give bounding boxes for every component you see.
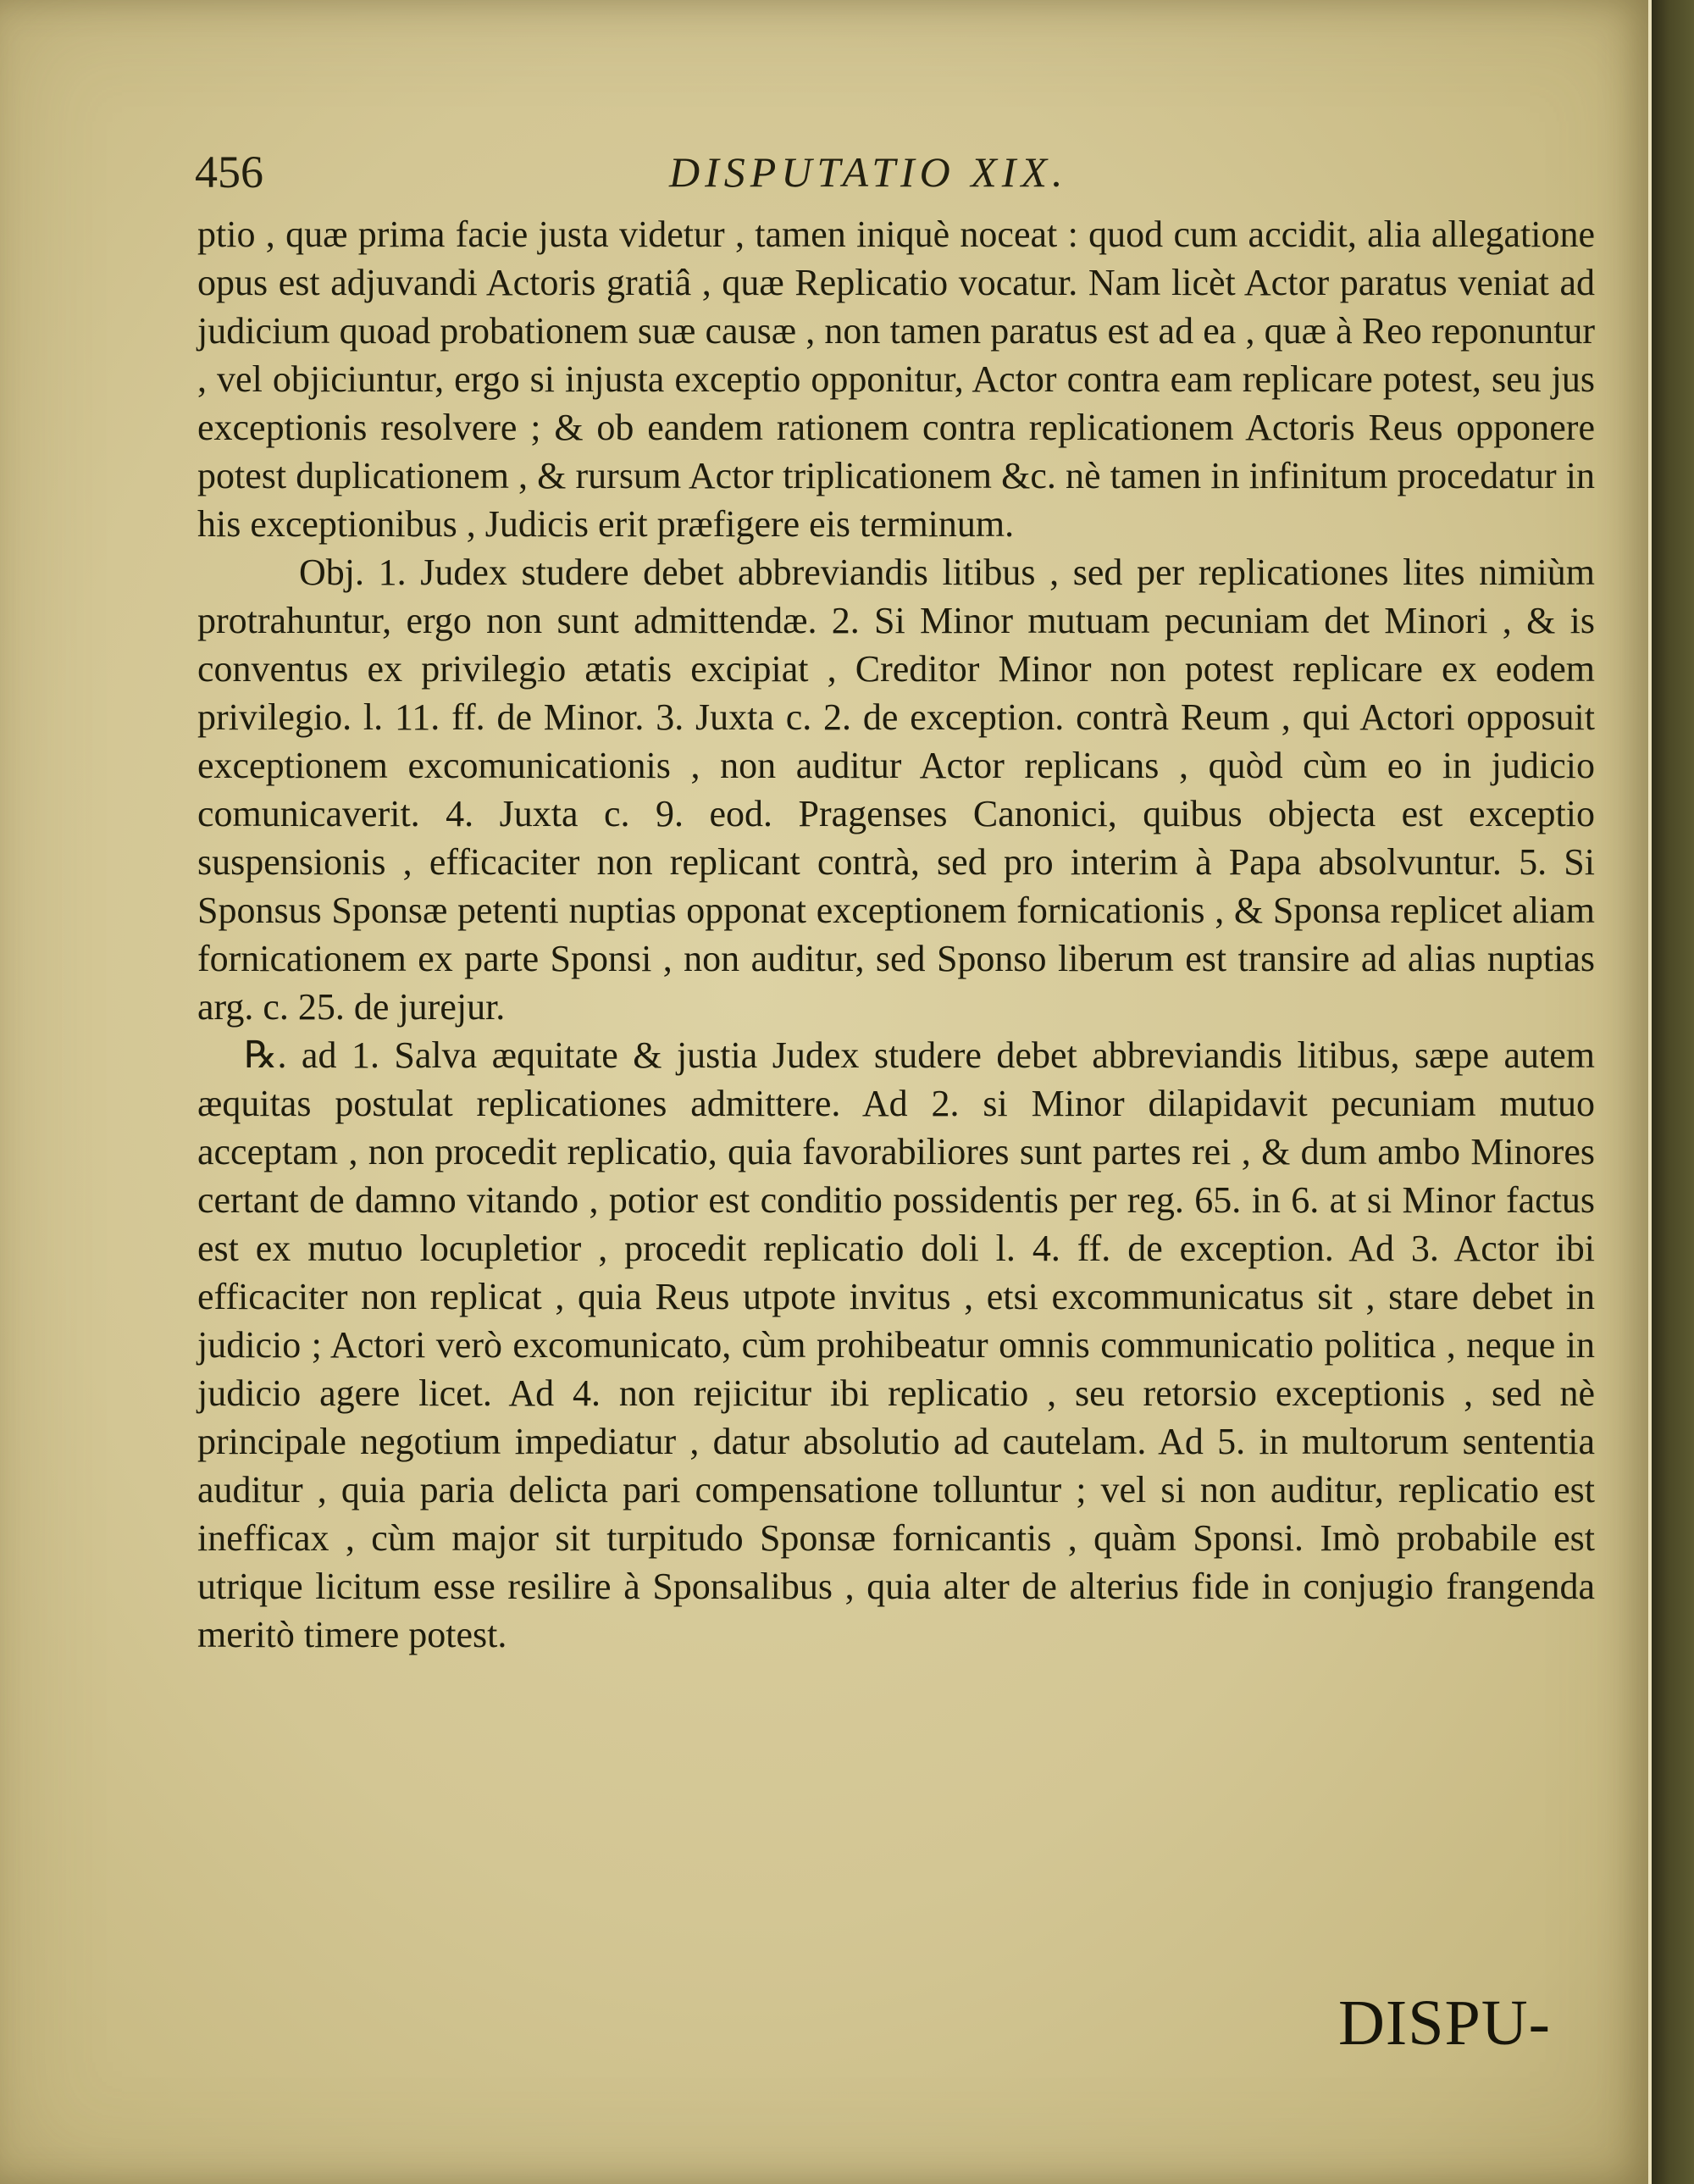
page-number: 456 xyxy=(195,147,263,197)
catchword: DISPU- xyxy=(1338,1987,1551,2059)
book-spine xyxy=(1652,0,1694,2184)
page-header xyxy=(195,142,1592,202)
running-title: DISPUTATIO XIX. xyxy=(669,148,1068,196)
paragraph-responses: ℞. ad 1. Salva æquitate & justia Judex studere debet abbreviandis litibus, sæpe autem æquitas postulat replicationes admittere. Ad 2. si Minor dilapidavit pecuniam mutuo acceptam , non procedit replicatio, quia favorabiliores sunt partes rei , & dum ambo Minores certant de damno vitando , potior est conditio possidentis per reg. 65. in 6. at si Minor factus est ex mutuo locupletior , procedit replicatio doli l. 4. ff. de exception. Ad 3. Actor ibi efficaciter non replicat , quia Reus utpote invitus , etsi excommunicatus sit , stare debet in judicio ; Actori verò excomunicato, cùm prohibeatur omnis communicatio politica , neque in judicio agere licet. Ad 4. non rejicitur ibi replicatio , seu retorsio exceptionis , sed nè principale negotium impediatur , datur absolutio ad cautelam. Ad 5. in multorum sententia auditur , quia paria delicta pari compensatione tolluntur ; vel si non auditur, replicatio est inefficax , cùm major sit turpitudo Sponsæ fornicantis , quàm Sponsi. Imò probabile est utrique licitum esse resilire à Sponsalibus , quia alter de alterius fide in conjugio frangenda meritò timere potest. xyxy=(197,1034,1595,1655)
paragraph-continuation: ptio , quæ prima facie justa videtur , tamen iniquè noceat : quod cum accidit, alia allegatione opus est adjuvandi Actoris gratiâ , quæ Replicatio vocatur. Nam licèt Actor paratus veniat ad judicium quoad probationem suæ causæ , non tamen paratus est ad ea , quæ à Reo reponuntur , vel objiciuntur, ergo si injusta exceptio opponitur, Actor contra eam replicare potest, seu jus exceptionis resolvere ; & ob eandem rationem contra replicationem Actoris Reus opponere potest duplicationem , & rursum Actor triplicationem &c. nè tamen in infinitum procedatur in his exceptionibus , Judicis erit præfigere eis terminum. xyxy=(197,213,1595,545)
paragraph-objections: Obj. 1. Judex studere debet abbreviandis litibus , sed per replicationes lites nimiùm protrahuntur, ergo non sunt admittendæ. 2. Si Minor mutuam pecuniam det Minori , & is conventus ex privilegio ætatis excipiat , Creditor Minor non potest replicare ex eodem privilegio. l. 11. ff. de Minor. 3. Juxta c. 2. de exception. contrà Reum , qui Actori opposuit exceptionem excomunicationis , non auditur Actor replicans , quòd cùm eo in judicio comunicaverit. 4. Juxta c. 9. eod. Pragenses Canonici, quibus objecta est exceptio suspensionis , efficaciter non replicant contrà, sed pro interim à Papa absolvuntur. 5. Si Sponsus Sponsæ petenti nuptias opponat exceptionem fornicationis , & Sponsa replicet aliam fornicationem ex parte Sponsi , non auditur, sed Sponso liberum est transire ad alias nuptias arg. c. 25. de jurejur. xyxy=(197,552,1595,1028)
body-text xyxy=(197,210,1595,1659)
